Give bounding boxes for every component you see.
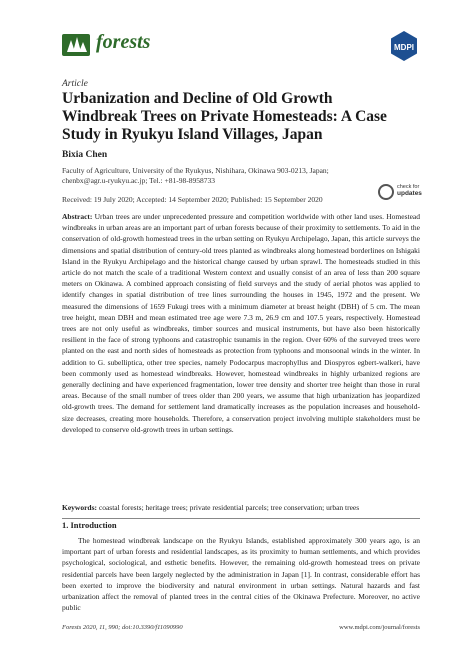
check-updates-icon [378,184,394,200]
footer-url[interactable]: www.mdpi.com/journal/forests [339,624,420,631]
author-name: Bixia Chen [62,150,108,160]
journal-header [62,30,420,70]
section-divider [62,518,420,519]
abstract-label: Abstract: [62,212,93,221]
check-for-updates-badge[interactable] [378,182,424,208]
page-footer [62,624,420,631]
article-title: Urbanization and Decline of Old Growth Windbreak Trees on Private Homesteads: A Case Study in Ryukyu Island Villages, Japan [62,90,387,143]
abstract-text: Urban trees are under unprecedented pressure and competition worldwide with other land uses. Homestead windbreaks in urban areas are an important part of urban forests because of their proximity to settlements. To aid in the conservation of old-growth homestead trees in the urban setting on Ryukyu Archipelago, Japan, this article surveys the dimensions and spatial distribution of century-old trees planted as windbreaks along homestead borderlines on Ishigaki Island in the Ryukyu Archipelago and the historical change caused by urban sprawl. The homesteads studied in this article do not match the scale of a traditional Western context and usually consist of an area of less than 200 square meters on Okinawa. A combined approach consisting of field surveys and the study of aerial photos was applied to identify changes in spatial distribution of tree lines surrounding the houses in 1945, 1972 and the present. We measured the dimensions of 1659 Fukugi trees with a minimum diameter at breast height (DBH) of 5 cm. The mean tree height, mean DBH and mean estimated tree age were 7.3 m, 26.9 cm and 107.5 years, respectively. Homestead trees are not only useful as windbreaks, timber sources and musical instruments, but have also been historically resilient in the face of strong typhoons and catastrophic tsunamis in the region. Over 60% of the surveyed trees were planted on the east and north sides of homesteads as protection from typhoons and monsoonal winds in the winter. In addition to G. subelliptica, other tree species, namely Podocarpus macrophyllus and Diospyros egbert-walkeri, have been commonly used as homestead windbreaks. However, homestead windbreaks in highly urbanized regions are generally declining and have experienced fragmentation, lower tree density and shorter tree height than those in rural areas. Because of the small number of trees older than 200 years, we assume that high urbanization has jeopardized old-growth trees. The demand for settlement land dramatically increases as the population increases and household-size decreases, creating more households. Therefore, a conservation project involving multiple stakeholders must be developed to conserve old-growth trees in urban settings. [62,212,420,434]
publisher-label: MDPI [394,43,414,52]
footer-citation: Forests 2020, 11, 990; doi:10.3390/f11090990 [62,624,183,631]
article-type: Article [62,79,88,89]
mdpi-logo-icon [388,30,420,62]
publication-dates: Received: 19 July 2020; Accepted: 14 September 2020; Published: 15 September 2020 [62,195,323,204]
check-updates-line1: check for [397,184,420,190]
keywords-label: Keywords: [62,503,97,512]
introduction-text: The homestead windbreak landscape on the Ryukyu Islands, established approximately 300 years ago, is an important part of urban forests and residential landscapes, as its proximity to human settlements, and which provides psychological, sociological, and esthetic benefits. However, the remaining old-growth homestead trees on private residential parcels have been largely neglected by the administration in Japan [1]. In contrast, considerable effort has been exerted to improve the biodiversity and natural environment in urban settings. Natural hazards and fast urbanization affect the removal of planted trees in the central cities of the Okinawa Prefecture. Moreover, no active public [62,536,420,613]
keywords-text: coastal forests; heritage trees; private residential parcels; tree conservation; urban trees [98,503,360,512]
check-updates-line2: updates [397,189,422,197]
author-affiliation: Faculty of Agriculture, University of the Ryukyus, Nishihara, Okinawa 903-0213, Japan; chenbx@agr.u-ryukyu.ac.jp; Tel.: +81-98-8958733 [62,166,329,185]
abstract [62,211,420,435]
forests-logo-icon [62,34,90,56]
journal-name: forests [96,31,151,53]
introduction-heading: 1. Introduction [62,520,117,530]
keywords [62,503,420,513]
